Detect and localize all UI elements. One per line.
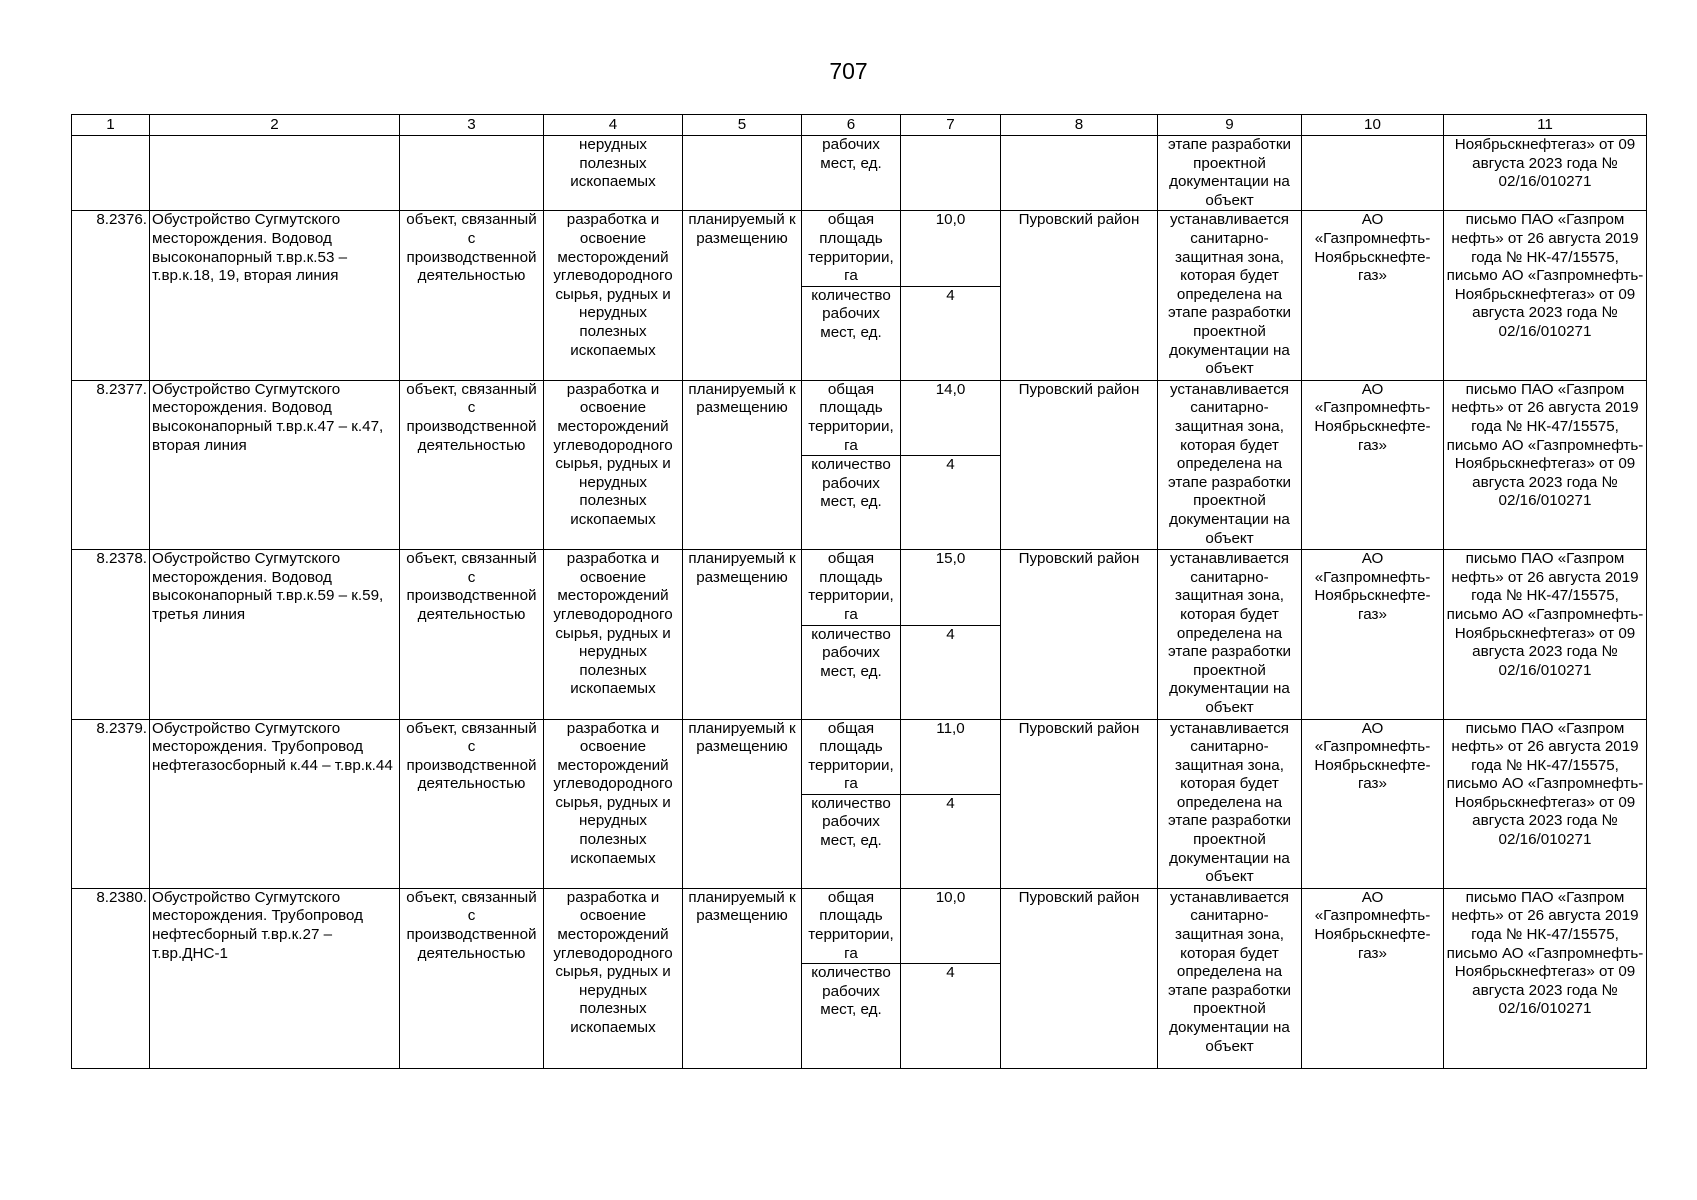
cell-location: Пуровский район xyxy=(1001,550,1158,719)
cell-location: Пуровский район xyxy=(1001,888,1158,1068)
cell-purpose: нерудных полезных ископаемых xyxy=(544,136,683,211)
cell-type: объект, связанный с производственной деятельностью xyxy=(400,380,544,549)
cell-basis: письмо ПАО «Газпром нефть» от 26 августа 2019 года № НК-47/15575, письмо АО «Газпромнефть-Ноябрьскнефтегаз» от 09 августа 2023 года № 02/16/010271 xyxy=(1444,719,1647,888)
cell-characteristic: количество рабочих мест, ед. xyxy=(802,794,901,888)
cell xyxy=(1001,136,1158,211)
cell-status: планируемый к размещению xyxy=(683,380,802,549)
cell-zone: устанавливается санитарно-защитная зона, которая будет определена на этапе разработки проектной документации на объект xyxy=(1158,888,1302,1068)
column-header: 5 xyxy=(683,115,802,136)
cell-zone: устанавливается санитарно-защитная зона, которая будет определена на этапе разработки проектной документации на объект xyxy=(1158,719,1302,888)
cell-characteristic: количество рабочих мест, ед. xyxy=(802,625,901,719)
cell-name: Обустройство Сугмутского месторождения. Водовод высоконапорный т.вр.к.47 – к.47, вторая линия xyxy=(150,380,400,549)
column-header: 7 xyxy=(901,115,1001,136)
cell-basis: письмо ПАО «Газпром нефть» от 26 августа 2019 года № НК-47/15575, письмо АО «Газпромнефть-Ноябрьскнефтегаз» от 09 августа 2023 года № 02/16/010271 xyxy=(1444,211,1647,380)
cell xyxy=(1302,136,1444,211)
cell-status: планируемый к размещению xyxy=(683,719,802,888)
table-row xyxy=(72,888,1647,963)
cell-location: Пуровский район xyxy=(1001,719,1158,888)
cell-characteristic: количество рабочих мест, ед. xyxy=(802,964,901,1069)
cell-number: 8.2380. xyxy=(72,888,150,1068)
cell-characteristic: рабочих мест, ед. xyxy=(802,136,901,211)
cell-purpose: разработка и освоение месторождений углеводородного сырья, рудных и нерудных полезных ископаемых xyxy=(544,211,683,380)
cell-characteristic: общая площадь территории, га xyxy=(802,550,901,625)
cell-type: объект, связанный с производственной деятельностью xyxy=(400,888,544,1068)
cell-zone: устанавливается санитарно-защитная зона, которая будет определена на этапе разработки проектной документации на объект xyxy=(1158,550,1302,719)
table-row xyxy=(72,719,1647,794)
table-header xyxy=(72,115,1647,136)
cell-value: 4 xyxy=(901,286,1001,380)
cell-value: 10,0 xyxy=(901,211,1001,286)
cell xyxy=(683,136,802,211)
column-header: 6 xyxy=(802,115,901,136)
cell-value: 4 xyxy=(901,794,1001,888)
cell-purpose: разработка и освоение месторождений углеводородного сырья, рудных и нерудных полезных ископаемых xyxy=(544,888,683,1068)
cell-organization: АО «Газпромнефть-Ноябрьскнефте-газ» xyxy=(1302,211,1444,380)
cell-basis: письмо ПАО «Газпром нефть» от 26 августа 2019 года № НК-47/15575, письмо АО «Газпромнефть-Ноябрьскнефтегаз» от 09 августа 2023 года № 02/16/010271 xyxy=(1444,888,1647,1068)
cell-purpose: разработка и освоение месторождений углеводородного сырья, рудных и нерудных полезных ископаемых xyxy=(544,550,683,719)
column-header: 10 xyxy=(1302,115,1444,136)
cell-value: 4 xyxy=(901,964,1001,1069)
objects-table xyxy=(71,114,1647,1069)
cell-location: Пуровский район xyxy=(1001,211,1158,380)
cell-zone: этапе разработки проектной документации на объект xyxy=(1158,136,1302,211)
column-header: 2 xyxy=(150,115,400,136)
cell-organization: АО «Газпромнефть-Ноябрьскнефте-газ» xyxy=(1302,719,1444,888)
cell-characteristic: общая площадь территории, га xyxy=(802,211,901,286)
column-header: 11 xyxy=(1444,115,1647,136)
column-header: 4 xyxy=(544,115,683,136)
cell-basis: письмо ПАО «Газпром нефть» от 26 августа 2019 года № НК-47/15575, письмо АО «Газпромнефть-Ноябрьскнефтегаз» от 09 августа 2023 года № 02/16/010271 xyxy=(1444,550,1647,719)
cell-organization: АО «Газпромнефть-Ноябрьскнефте-газ» xyxy=(1302,550,1444,719)
cell-value: 4 xyxy=(901,625,1001,719)
cell-characteristic: общая площадь территории, га xyxy=(802,380,901,455)
cell-name: Обустройство Сугмутского месторождения. Трубопровод нефтесборный т.вр.к.27 – т.вр.ДНС-1 xyxy=(150,888,400,1068)
cell-number: 8.2376. xyxy=(72,211,150,380)
cell-name: Обустройство Сугмутского месторождения. Трубопровод нефтегазосборный к.44 – т.вр.к.44 xyxy=(150,719,400,888)
cell-characteristic: общая площадь территории, га xyxy=(802,719,901,794)
table-row xyxy=(72,380,1647,455)
page-number: 707 xyxy=(829,58,868,84)
cell-organization: АО «Газпромнефть-Ноябрьскнефте-газ» xyxy=(1302,888,1444,1068)
cell-status: планируемый к размещению xyxy=(683,888,802,1068)
table-row xyxy=(72,211,1647,286)
table-row xyxy=(72,550,1647,625)
cell-zone: устанавливается санитарно-защитная зона, которая будет определена на этапе разработки проектной документации на объект xyxy=(1158,380,1302,549)
cell-value: 15,0 xyxy=(901,550,1001,625)
cell xyxy=(150,136,400,211)
cell-basis: Ноябрьскнефтегаз» от 09 августа 2023 года № 02/16/010271 xyxy=(1444,136,1647,211)
cell-characteristic: общая площадь территории, га xyxy=(802,888,901,963)
cell-value: 14,0 xyxy=(901,380,1001,455)
cell-type: объект, связанный с производственной деятельностью xyxy=(400,211,544,380)
cell-basis: письмо ПАО «Газпром нефть» от 26 августа 2019 года № НК-47/15575, письмо АО «Газпромнефть-Ноябрьскнефтегаз» от 09 августа 2023 года № 02/16/010271 xyxy=(1444,380,1647,549)
continuation-row xyxy=(72,136,1647,211)
cell-zone: устанавливается санитарно-защитная зона, которая будет определена на этапе разработки проектной документации на объект xyxy=(1158,211,1302,380)
column-header: 8 xyxy=(1001,115,1158,136)
cell-characteristic: количество рабочих мест, ед. xyxy=(802,286,901,380)
cell-status: планируемый к размещению xyxy=(683,550,802,719)
cell-number: 8.2377. xyxy=(72,380,150,549)
cell-purpose: разработка и освоение месторождений углеводородного сырья, рудных и нерудных полезных ископаемых xyxy=(544,380,683,549)
cell-number: 8.2378. xyxy=(72,550,150,719)
cell-number: 8.2379. xyxy=(72,719,150,888)
cell xyxy=(72,136,150,211)
cell-name: Обустройство Сугмутского месторождения. Водовод высоконапорный т.вр.к.53 – т.вр.к.18, 19, вторая линия xyxy=(150,211,400,380)
column-header: 1 xyxy=(72,115,150,136)
column-header: 3 xyxy=(400,115,544,136)
cell-location: Пуровский район xyxy=(1001,380,1158,549)
column-numbers-row xyxy=(72,115,1647,136)
cell xyxy=(400,136,544,211)
cell xyxy=(901,136,1001,211)
cell-type: объект, связанный с производственной деятельностью xyxy=(400,550,544,719)
cell-value: 11,0 xyxy=(901,719,1001,794)
cell-value: 10,0 xyxy=(901,888,1001,963)
column-header: 9 xyxy=(1158,115,1302,136)
cell-organization: АО «Газпромнефть-Ноябрьскнефте-газ» xyxy=(1302,380,1444,549)
cell-value: 4 xyxy=(901,456,1001,550)
cell-name: Обустройство Сугмутского месторождения. Водовод высоконапорный т.вр.к.59 – к.59, третья линия xyxy=(150,550,400,719)
cell-purpose: разработка и освоение месторождений углеводородного сырья, рудных и нерудных полезных ископаемых xyxy=(544,719,683,888)
cell-type: объект, связанный с производственной деятельностью xyxy=(400,719,544,888)
cell-status: планируемый к размещению xyxy=(683,211,802,380)
cell-characteristic: количество рабочих мест, ед. xyxy=(802,456,901,550)
table-body xyxy=(72,136,1647,1069)
